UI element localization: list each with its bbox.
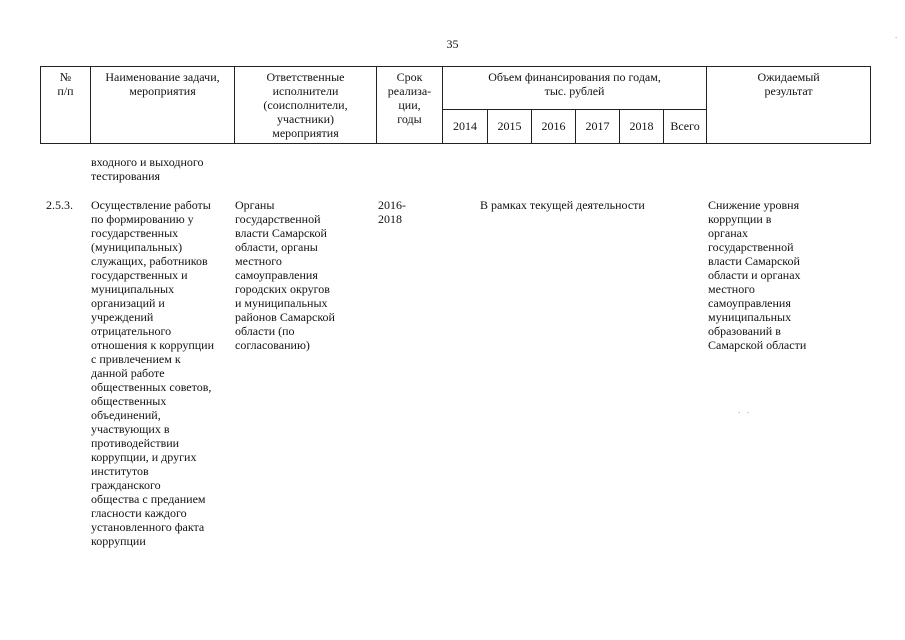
header-year-2016: 2016 <box>532 109 576 143</box>
header-number: № п/п <box>41 67 91 144</box>
scan-speck: . <box>895 30 898 40</box>
header-year-2014: 2014 <box>443 109 488 143</box>
header-financing: Объем финансирования по годам, тыс. рублей <box>443 67 707 110</box>
header-year-total: Всего <box>664 109 707 143</box>
header-year-2017: 2017 <box>576 109 620 143</box>
header-task: Наименование задачи, мероприятия <box>91 67 235 144</box>
header-result: Ожидаемый результат <box>707 67 871 144</box>
header-term: Срок реализа- ции, годы <box>377 67 443 144</box>
row-term: 2016- 2018 <box>378 198 406 226</box>
page-number: 35 <box>446 37 459 51</box>
row-result: Снижение уровня коррупции в органах государственной власти Самарской области и органах местного самоуправления муниципальных образований в Самарской области <box>708 198 807 352</box>
scan-speck: . . <box>738 405 750 415</box>
row-executors: Органы государственной власти Самарской области, органы местного самоуправления городских округов и муниципальных районов Самарской области (по согласованию) <box>235 198 335 352</box>
continuation-text: входного и выходного тестирования <box>91 155 204 183</box>
header-executors: Ответственные исполнители (соисполнители, участники) мероприятия <box>235 67 377 144</box>
row-number: 2.5.3. <box>46 198 73 212</box>
table-header <box>40 66 871 144</box>
header-year-2015: 2015 <box>488 109 532 143</box>
header-year-2018: 2018 <box>620 109 664 143</box>
row-financing: В рамках текущей деятельности <box>480 198 645 212</box>
row-task: Осуществление работы по формированию у государственных (муниципальных) служащих, работников государственных и муниципальных организаций и учреждений отрицательного отношения к коррупции с привлечением к данной работе общественных советов, общественных объединений, участвующих в противодействии коррупции, и других институтов гражданского общества с преданием гласности каждого установленного факта коррупции <box>91 198 215 548</box>
